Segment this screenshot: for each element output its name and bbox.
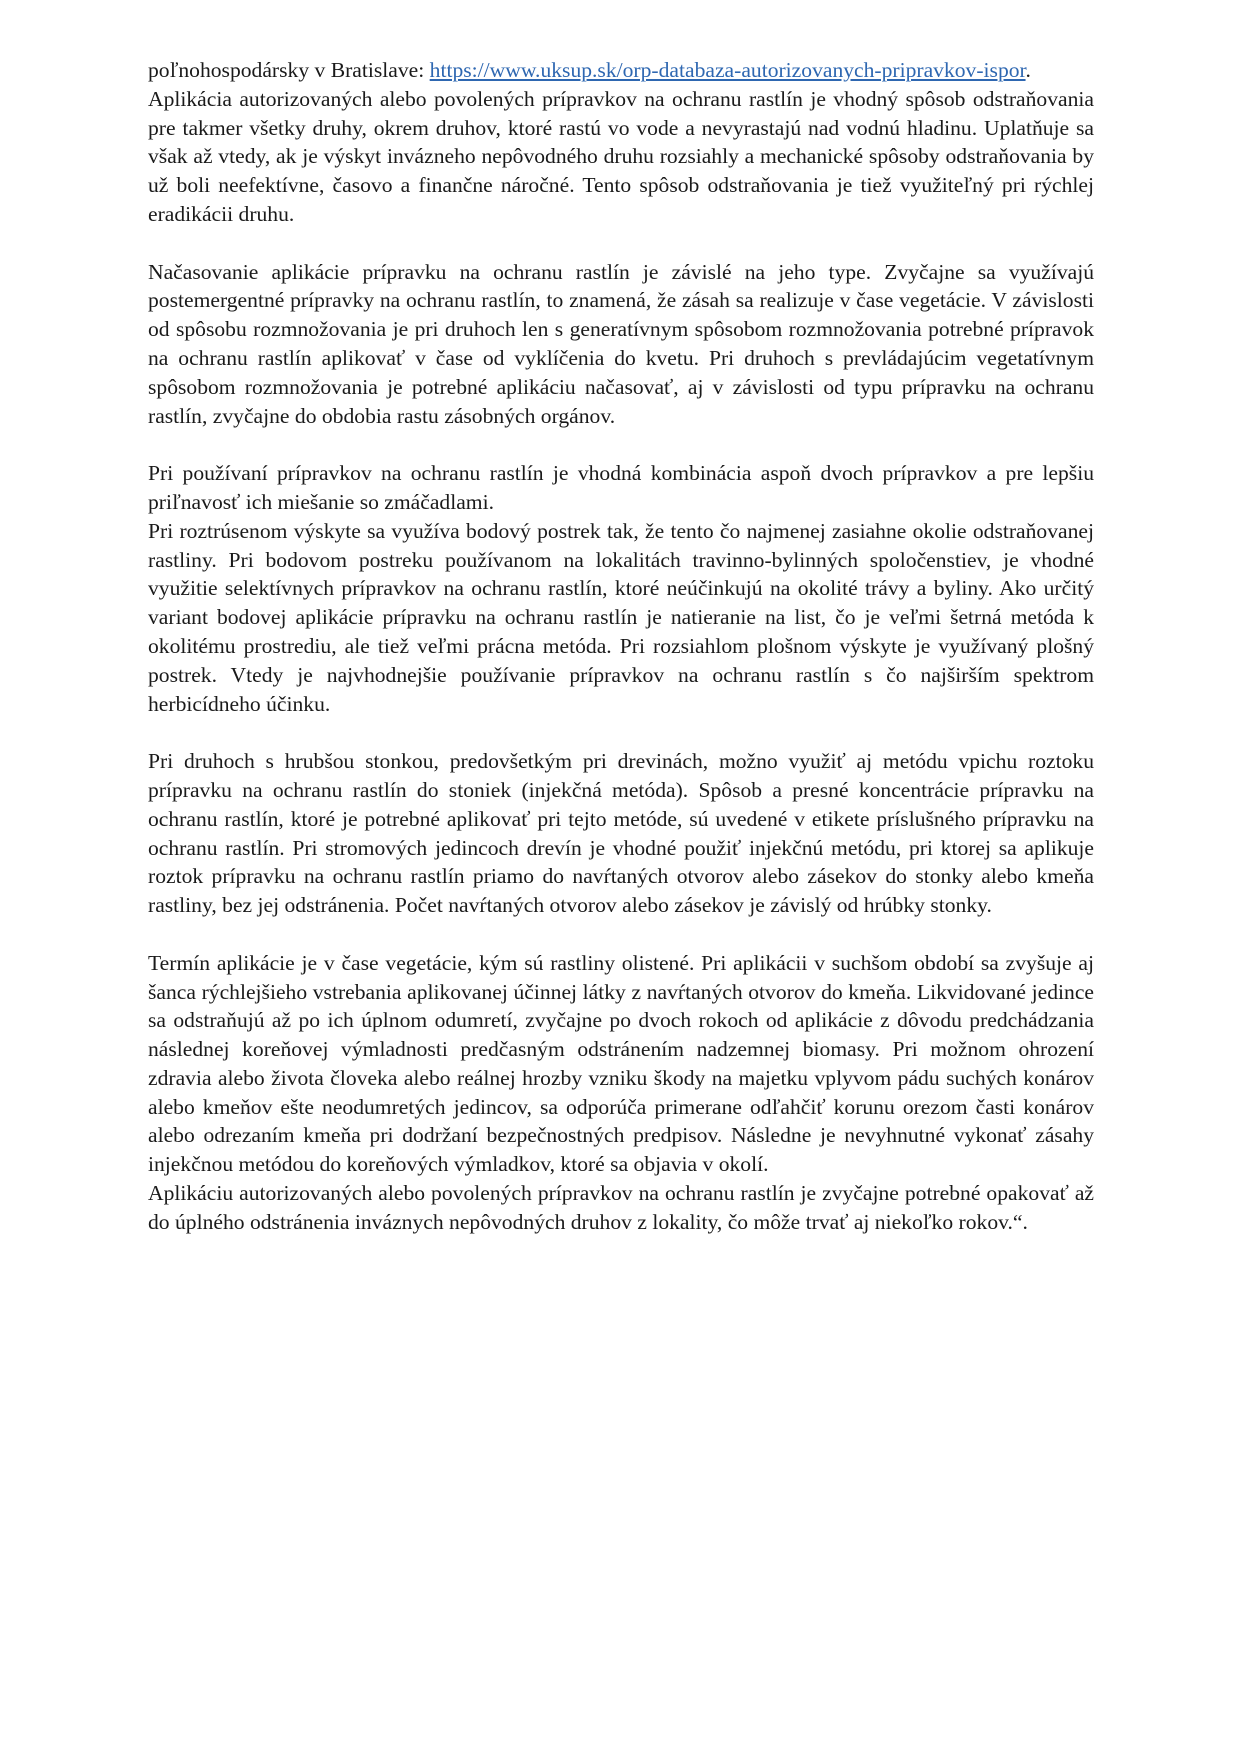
paragraph-application-overview: Aplikácia autorizovaných alebo povolených prípravkov na ochranu rastlín je vhodný spôsob odstraňovania pre takmer všetky druhy, okrem druhov, ktoré rastú vo vode a nevyrastajú nad vodnú hladinu. Uplatňuje sa však až vtedy, ak je výskyt invázneho nepôvodného druhu rozsiahly a mechanické spôsoby odstraňovania by už boli neefektívne, časovo a finančne náročné. Tento spôsob odstraňovania je tiež využiteľný pri rýchlej eradikácii druhu. (148, 86, 1094, 226)
database-link[interactable]: https://www.uksup.sk/orp-databaza-autorizovanych-pripravkov-ispor (429, 58, 1026, 82)
paragraph-combination: Pri používaní prípravkov na ochranu rastlín je vhodná kombinácia aspoň dvoch prípravkov a pre lepšiu priľnavosť ich miešanie so zmáčadlami. (148, 461, 1094, 514)
paragraph-timing: Načasovanie aplikácie prípravku na ochranu rastlín je závislé na jeho type. Zvyčajne sa využívajú postemergentné prípravky na ochranu rastlín, to znamená, že zásah sa realizuje v čase vegetácie. V závislosti od spôsobu rozmnožovania je pri druhoch len s generatívnym spôsobom rozmnožovania potrebné prípravok na ochranu rastlín aplikovať v čase od vyklíčenia do kvetu. Pri druhoch s prevládajúcim vegetatívnym spôsobom rozmnožovania je potrebné aplikáciu načasovať, aj v závislosti od typu prípravku na ochranu rastlín, zvyčajne do obdobia rastu zásobných orgánov. (148, 259, 1094, 428)
paragraph-application-term: Termín aplikácie je v čase vegetácie, kým sú rastliny olistené. Pri aplikácii v suchšom období sa zvyšuje aj šanca rýchlejšieho vstrebania aplikovanej účinnej látky z navŕtaných otvorov do kmeňa. Likvidované jedince sa odstraňujú až po ich úplnom odumretí, zvyčajne po dvoch rokoch od aplikácie z dôvodu predchádzania následnej koreňovej výmladnosti predčasným odstránením nadzemnej biomasy. Pri možnom ohrození zdravia alebo života človeka alebo reálnej hrozby vzniku škody na majetku vplyvom pádu suchých konárov alebo kmeňov ešte neodumretých jedincov, sa odporúča primerane odľahčiť korunu orezom časti konárov alebo odrezaním kmeňa pri dodržaní bezpečnostných predpisov. Následne je nevyhnutné vykonať zásahy injekčnou metódou do koreňových výmladkov, ktoré sa objavia v okolí. (148, 950, 1094, 1177)
document-page (148, 56, 1094, 1237)
source-suffix: . (1025, 58, 1031, 82)
paragraph-repetition: Aplikáciu autorizovaných alebo povolených prípravkov na ochranu rastlín je zvyčajne potrebné opakovať až do úplného odstránenia inváznych nepôvodných druhov z lokality, čo môže trvať aj niekoľko rokov.“. (148, 1181, 1094, 1234)
paragraph-injection-method: Pri druhoch s hrubšou stonkou, predovšetkým pri drevinách, možno využiť aj metódu vpichu roztoku prípravku na ochranu rastlín do stoniek (injekčná metóda). Spôsob a presné koncentrácie prípravku na ochranu rastlín, ktoré je potrebné aplikovať pri tejto metóde, sú uvedené v etikete príslušného prípravku na ochranu rastlín. Pri stromových jedincoch drevín je vhodné použiť injekčnú metódu, pri ktorej sa aplikuje roztok prípravku na ochranu rastlín priamo do navŕtaných otvorov alebo zásekov do stonky alebo kmeňa rastliny, bez jej odstránenia. Počet navŕtaných otvorov alebo zásekov je závislý od hrúbky stonky. (148, 749, 1094, 918)
source-reference (148, 56, 1094, 85)
paragraph-spot-spraying: Pri roztrúsenom výskyte sa využíva bodový postrek tak, že tento čo najmenej zasiahne okolie odstraňovanej rastliny. Pri bodovom postreku používanom na lokalitách travinno-bylinných spoločenstiev, je vhodné využitie selektívnych prípravkov na ochranu rastlín, ktoré neúčinkujú na okolité trávy a byliny. Ako určitý variant bodovej aplikácie prípravku na ochranu rastlín je natieranie na list, čo je veľmi šetrná metóda k okolitému prostrediu, ale tiež veľmi prácna metóda. Pri rozsiahlom plošnom výskyte je využívaný plošný postrek. Vtedy je najvhodnejšie používanie prípravkov na ochranu rastlín s čo najširším spektrom herbicídneho účinku. (148, 518, 1094, 716)
source-prefix: poľnohospodársky v Bratislave: (148, 58, 430, 82)
